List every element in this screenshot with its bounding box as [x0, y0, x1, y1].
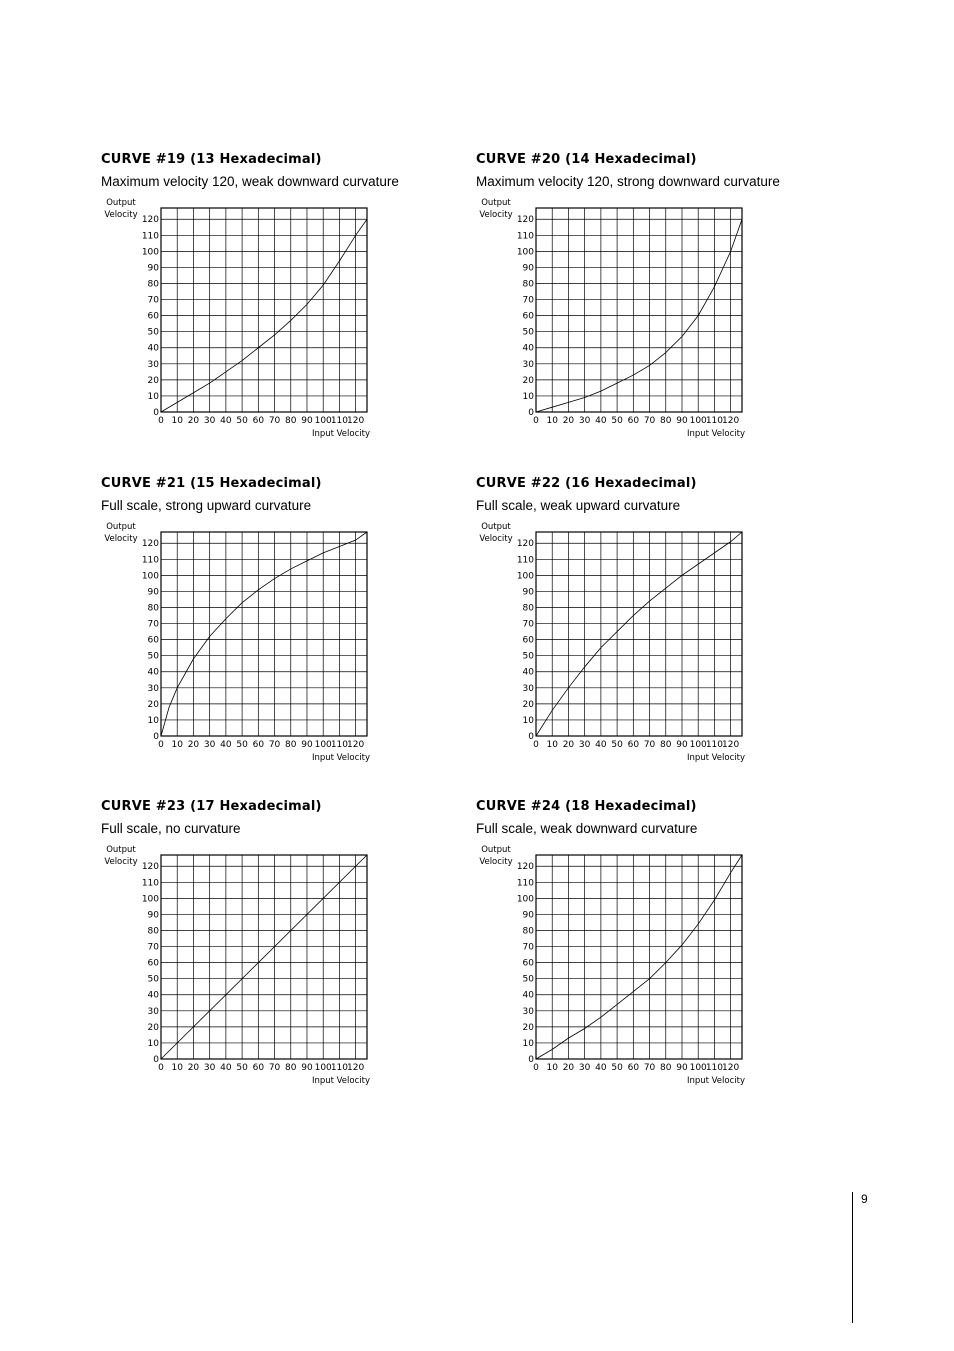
curve-20-chart: [476, 200, 756, 440]
x-tick-label: 100: [314, 416, 332, 426]
x-tick-label: 90: [301, 740, 313, 750]
y-tick-label: 50: [147, 327, 159, 338]
y-tick-label: 60: [522, 958, 534, 969]
x-tick-label: 90: [301, 416, 313, 426]
y-tick-label: 20: [522, 699, 534, 710]
y-tick-label: 120: [516, 862, 534, 873]
curve-22-chart: [476, 524, 756, 764]
chart-title: CURVE #22 (16 Hexadecimal): [476, 476, 697, 491]
x-tick-label: 10: [171, 1063, 183, 1073]
y-tick-label: 20: [147, 699, 159, 710]
y-tick-label: 110: [516, 231, 534, 242]
y-axis-label: Output: [106, 198, 136, 208]
y-tick-label: 0: [153, 408, 159, 418]
y-tick-label: 10: [147, 715, 159, 726]
curve-20-panel: [476, 152, 816, 452]
y-tick-label: 30: [522, 1006, 534, 1017]
y-tick-label: 40: [522, 990, 534, 1001]
curve-24-panel: [476, 799, 816, 1099]
x-tick-label: 90: [676, 1063, 688, 1073]
x-tick-label: 60: [252, 416, 265, 426]
y-tick-label: 40: [522, 667, 534, 678]
curve-22-panel: [476, 476, 816, 776]
x-tick-label: 120: [347, 1063, 365, 1073]
x-tick-label: 110: [330, 1063, 349, 1073]
y-tick-label: 110: [141, 555, 159, 566]
y-tick-label: 80: [147, 279, 159, 290]
y-tick-label: 30: [522, 683, 534, 694]
chart-subtitle: Maximum velocity 120, strong downward curvature: [476, 174, 780, 189]
y-tick-label: 30: [522, 359, 534, 370]
x-axis-label: Input Velocity: [311, 429, 370, 439]
plot-frame: [536, 208, 742, 412]
curve-19-panel: [101, 152, 441, 452]
x-tick-label: 10: [171, 416, 183, 426]
x-tick-label: 120: [347, 740, 365, 750]
x-tick-label: 120: [722, 1063, 740, 1073]
curve-23-chart: [101, 847, 381, 1087]
y-tick-label: 120: [141, 539, 159, 550]
x-tick-label: 30: [578, 416, 591, 426]
x-tick-label: 100: [689, 416, 707, 426]
y-tick-label: 100: [516, 247, 534, 258]
y-tick-label: 0: [528, 1055, 534, 1065]
y-tick-label: 50: [522, 327, 534, 338]
x-tick-label: 110: [330, 416, 349, 426]
y-tick-label: 60: [522, 311, 534, 322]
x-tick-label: 0: [158, 740, 164, 750]
x-tick-label: 30: [203, 1063, 216, 1073]
y-tick-label: 120: [516, 215, 534, 226]
y-tick-label: 20: [522, 375, 534, 386]
y-tick-label: 110: [141, 878, 159, 889]
y-tick-label: 110: [516, 878, 534, 889]
x-tick-label: 10: [546, 740, 558, 750]
x-tick-label: 100: [314, 1063, 332, 1073]
x-tick-label: 100: [689, 1063, 707, 1073]
x-tick-label: 80: [660, 416, 672, 426]
y-axis-label: Velocity: [104, 210, 138, 220]
curve-24-chart: [476, 847, 756, 1087]
y-tick-label: 50: [147, 974, 159, 985]
y-tick-label: 10: [522, 715, 534, 726]
y-tick-label: 30: [147, 359, 159, 370]
x-tick-label: 60: [627, 416, 640, 426]
y-axis-label: Output: [106, 522, 136, 532]
x-tick-label: 0: [533, 416, 539, 426]
x-tick-label: 80: [285, 740, 297, 750]
y-axis-label: Velocity: [479, 210, 513, 220]
y-tick-label: 90: [522, 587, 534, 598]
x-tick-label: 0: [533, 740, 539, 750]
x-tick-label: 70: [268, 416, 281, 426]
x-tick-label: 120: [722, 416, 740, 426]
y-tick-label: 30: [147, 683, 159, 694]
x-tick-label: 80: [660, 1063, 672, 1073]
chart-subtitle: Maximum velocity 120, weak downward curvature: [101, 174, 399, 189]
x-tick-label: 110: [330, 740, 349, 750]
x-tick-label: 110: [705, 1063, 724, 1073]
curve-line: [161, 532, 367, 736]
y-tick-label: 70: [522, 942, 534, 953]
x-axis-label: Input Velocity: [686, 753, 745, 763]
y-tick-label: 90: [147, 263, 159, 274]
y-tick-label: 50: [522, 651, 534, 662]
y-axis-label: Velocity: [104, 534, 138, 544]
x-tick-label: 40: [595, 416, 607, 426]
y-tick-label: 80: [147, 926, 159, 937]
y-axis-label: Velocity: [479, 857, 513, 867]
y-axis-label: Output: [106, 845, 136, 855]
y-tick-label: 70: [147, 295, 159, 306]
x-tick-label: 120: [347, 416, 365, 426]
page-number: 9: [861, 1192, 868, 1206]
curve-19-chart: [101, 200, 381, 440]
x-tick-label: 70: [268, 740, 281, 750]
y-tick-label: 10: [147, 1038, 159, 1049]
y-tick-label: 0: [153, 732, 159, 742]
y-tick-label: 40: [147, 343, 159, 354]
x-tick-label: 40: [595, 1063, 607, 1073]
margin-rule: [852, 1192, 853, 1323]
x-tick-label: 70: [643, 740, 656, 750]
y-axis-label: Output: [481, 845, 511, 855]
curve-line: [536, 855, 742, 1059]
y-axis-label: Velocity: [104, 857, 138, 867]
curve-line: [161, 855, 367, 1059]
y-axis-label: Output: [481, 198, 511, 208]
x-tick-label: 20: [562, 740, 575, 750]
y-tick-label: 100: [141, 247, 159, 258]
x-tick-label: 60: [252, 740, 265, 750]
x-tick-label: 80: [285, 416, 297, 426]
y-tick-label: 100: [516, 894, 534, 905]
x-tick-label: 30: [578, 1063, 591, 1073]
y-tick-label: 70: [522, 619, 534, 630]
y-axis-label: Velocity: [479, 534, 513, 544]
y-tick-label: 80: [522, 926, 534, 937]
x-tick-label: 20: [187, 416, 200, 426]
curve-line: [536, 532, 742, 736]
curve-23-panel: [101, 799, 441, 1099]
y-tick-label: 20: [147, 375, 159, 386]
x-tick-label: 40: [220, 740, 232, 750]
y-tick-label: 60: [147, 635, 159, 646]
chart-title: CURVE #19 (13 Hexadecimal): [101, 152, 322, 167]
x-tick-label: 70: [643, 1063, 656, 1073]
y-tick-label: 40: [522, 343, 534, 354]
x-tick-label: 90: [301, 1063, 313, 1073]
curve-21-chart: [101, 524, 381, 764]
x-tick-label: 40: [220, 416, 232, 426]
x-tick-label: 110: [705, 740, 724, 750]
chart-subtitle: Full scale, weak downward curvature: [476, 821, 698, 836]
x-tick-label: 50: [611, 1063, 623, 1073]
plot-frame: [161, 532, 367, 736]
x-tick-label: 80: [660, 740, 672, 750]
x-tick-label: 120: [722, 740, 740, 750]
chart-subtitle: Full scale, strong upward curvature: [101, 498, 312, 513]
x-tick-label: 40: [595, 740, 607, 750]
x-tick-label: 20: [562, 1063, 575, 1073]
y-tick-label: 100: [141, 894, 159, 905]
x-tick-label: 10: [171, 740, 183, 750]
x-tick-label: 100: [689, 740, 707, 750]
x-tick-label: 20: [562, 416, 575, 426]
chart-title: CURVE #23 (17 Hexadecimal): [101, 799, 322, 814]
y-tick-label: 0: [528, 732, 534, 742]
x-tick-label: 60: [627, 1063, 640, 1073]
y-tick-label: 50: [147, 651, 159, 662]
y-tick-label: 40: [147, 990, 159, 1001]
y-tick-label: 90: [522, 263, 534, 274]
y-tick-label: 50: [522, 974, 534, 985]
x-tick-label: 110: [705, 416, 724, 426]
y-tick-label: 90: [147, 587, 159, 598]
y-tick-label: 60: [147, 311, 159, 322]
x-tick-label: 10: [546, 416, 558, 426]
x-tick-label: 70: [268, 1063, 281, 1073]
chart-title: CURVE #20 (14 Hexadecimal): [476, 152, 697, 167]
y-tick-label: 120: [141, 215, 159, 226]
x-axis-label: Input Velocity: [686, 1076, 745, 1086]
chart-title: CURVE #24 (18 Hexadecimal): [476, 799, 697, 814]
y-tick-label: 100: [141, 571, 159, 582]
x-axis-label: Input Velocity: [311, 753, 370, 763]
chart-subtitle: Full scale, no curvature: [101, 821, 241, 836]
y-tick-label: 20: [522, 1022, 534, 1033]
y-tick-label: 20: [147, 1022, 159, 1033]
x-tick-label: 90: [676, 416, 688, 426]
y-tick-label: 110: [141, 231, 159, 242]
y-tick-label: 90: [147, 910, 159, 921]
x-tick-label: 30: [203, 740, 216, 750]
y-tick-label: 90: [522, 910, 534, 921]
plot-frame: [161, 208, 367, 412]
x-tick-label: 20: [187, 1063, 200, 1073]
y-tick-label: 100: [516, 571, 534, 582]
x-tick-label: 0: [533, 1063, 539, 1073]
plot-frame: [536, 532, 742, 736]
x-tick-label: 50: [236, 416, 248, 426]
y-tick-label: 30: [147, 1006, 159, 1017]
y-tick-label: 120: [141, 862, 159, 873]
y-tick-label: 70: [522, 295, 534, 306]
y-tick-label: 70: [147, 942, 159, 953]
y-axis-label: Output: [481, 522, 511, 532]
x-tick-label: 70: [643, 416, 656, 426]
x-tick-label: 40: [220, 1063, 232, 1073]
y-tick-label: 80: [147, 603, 159, 614]
y-tick-label: 10: [522, 1038, 534, 1049]
y-tick-label: 60: [522, 635, 534, 646]
x-tick-label: 0: [158, 1063, 164, 1073]
x-axis-label: Input Velocity: [311, 1076, 370, 1086]
x-tick-label: 50: [611, 740, 623, 750]
y-tick-label: 110: [516, 555, 534, 566]
x-tick-label: 30: [578, 740, 591, 750]
y-tick-label: 0: [528, 408, 534, 418]
x-tick-label: 60: [252, 1063, 265, 1073]
x-tick-label: 10: [546, 1063, 558, 1073]
y-tick-label: 10: [147, 391, 159, 402]
x-tick-label: 100: [314, 740, 332, 750]
x-tick-label: 80: [285, 1063, 297, 1073]
x-tick-label: 30: [203, 416, 216, 426]
y-tick-label: 40: [147, 667, 159, 678]
x-tick-label: 20: [187, 740, 200, 750]
x-tick-label: 90: [676, 740, 688, 750]
x-tick-label: 50: [236, 740, 248, 750]
x-tick-label: 50: [611, 416, 623, 426]
x-axis-label: Input Velocity: [686, 429, 745, 439]
plot-frame: [536, 855, 742, 1059]
x-tick-label: 60: [627, 740, 640, 750]
x-tick-label: 0: [158, 416, 164, 426]
y-tick-label: 80: [522, 603, 534, 614]
chart-title: CURVE #21 (15 Hexadecimal): [101, 476, 322, 491]
y-tick-label: 60: [147, 958, 159, 969]
y-tick-label: 0: [153, 1055, 159, 1065]
chart-subtitle: Full scale, weak upward curvature: [476, 498, 681, 513]
y-tick-label: 80: [522, 279, 534, 290]
y-tick-label: 70: [147, 619, 159, 630]
y-tick-label: 120: [516, 539, 534, 550]
curve-21-panel: [101, 476, 441, 776]
x-tick-label: 50: [236, 1063, 248, 1073]
y-tick-label: 10: [522, 391, 534, 402]
